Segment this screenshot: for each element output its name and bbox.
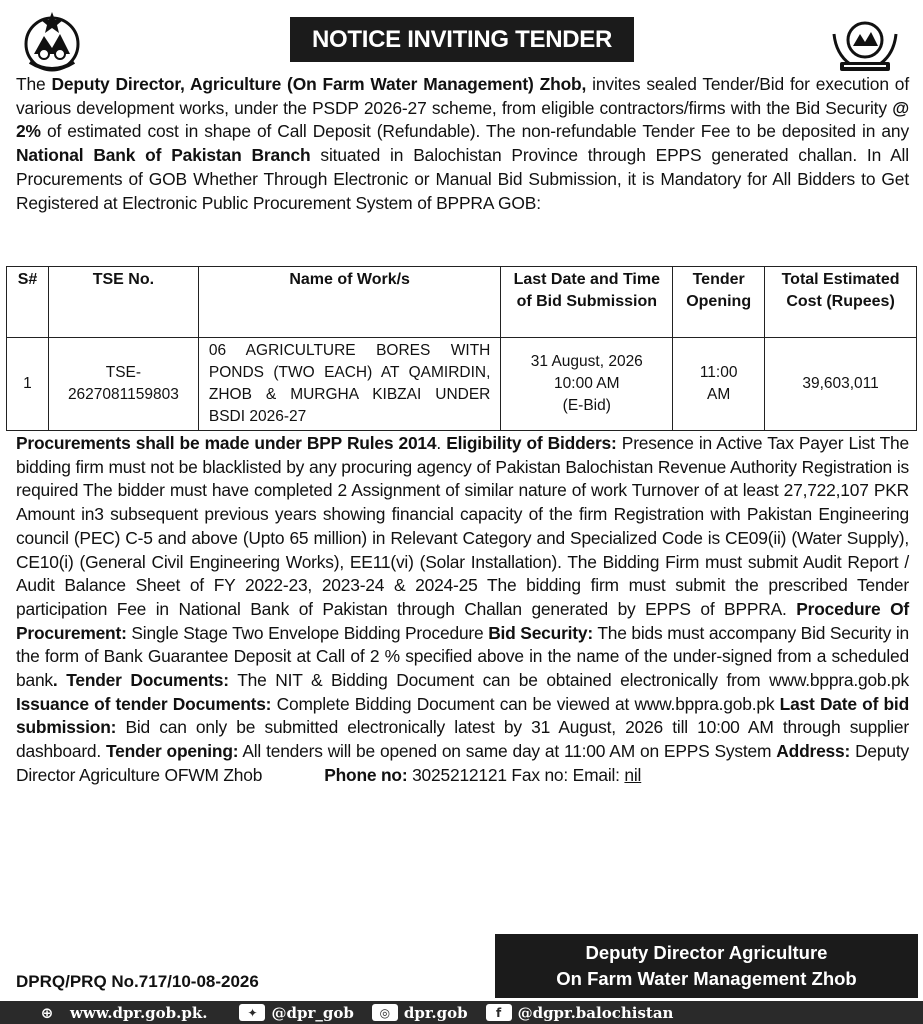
department-name: Deputy Director, Agriculture (On Farm Water Management) Zhob, [51,74,587,94]
footer-bar [0,1001,923,1024]
cell-opening: 11:00 AM [673,338,765,431]
footer-website[interactable]: ⊕ www.dpr.gob.pk. [30,1004,207,1022]
globe-icon: ⊕ [40,1003,54,1022]
cell-work: 06 AGRICULTURE BORES WITH PONDS (TWO EACH) AT QAMIRDIN, ZHOB & MURGHA KIBZAI UNDER BSDI 2026-27 [198,338,501,431]
col-header-cost: Total Estimated Cost (Rupees) [765,267,917,338]
agriculture-department-logo [826,14,904,74]
cell-cost: 39,603,011 [765,338,917,431]
col-header-work: Name of Work/s [198,267,501,338]
bank-name: National Bank of Pakistan Branch [16,145,311,166]
terms-paragraph: Procurements shall be made under BPP Rules 2014. Eligibility of Bidders: Presence in Active Tax Payer List The bidding firm must not be blacklisted by any procuring agency of Pakistan Balochistan Revenue Authority Registration is required The bidder must have completed 2 Assignment of similar nature of work Turnover of at least 27,722,107 PKR Amount in3 subsequent previous years showing financial capacity of the firm Registration with Pakistan Engineering council (PEC) C-5 and above (Upto 65 million) in Relevant Category and Specialized Code is CE09(ii) (Water Supply), CE10(i) (General Civil Engineering Works), EE11(vi) (Solar Installation). The Bidding Firm must submit Audit Report / Audit Balance Sheet of FY 2022-23, 2023-24 & 2024-25 The bidding firm must submit the prescribed Tender participation Fee in National Bank of Pakistan through Challan generated by EPPS of BPPRA. Procedure Of Procurement: Single Stage Two Envelope Bidding Procedure Bid Security: The bids must accompany Bid Security in the form of Bank Guarantee Deposit at Call of 2 % specified above in the name of the under-signed from a scheduled bank. Tender Documents: The NIT & Bidding Document can be obtained electronically from www.bppra.gob.pk Issuance of tender Documents: Complete Bidding Document can be viewed at www.bppra.gob.pk Last Date of bid submission: Bid can only be submitted electronically latest by 31 August, 2026 till 10:00 AM through supplier dashboard. Tender opening: All tenders will be opened on same day at 11:00 AM on EPPS System Address: Deputy Director Agriculture OFWM Zhob Phone no: 3025212121 Fax no: Email: nil [16,433,909,785]
notice-title: NOTICE INVITING TENDER [290,17,634,62]
col-header-tse: TSE No. [48,267,198,338]
col-header-opening: Tender Opening [673,267,765,338]
twitter-icon: ✦ [239,1004,265,1021]
bid-security-rate: @ 2% [16,97,909,142]
dprq-number: DPRQ/PRQ No.717/10-08-2026 [16,972,259,991]
signature-line-2: On Farm Water Management Zhob [556,968,857,989]
table-row [7,338,917,431]
footer-twitter[interactable]: ✦ @dpr_gob [239,1004,353,1022]
cell-sno: 1 [7,338,49,431]
footer-facebook[interactable]: f @dgpr.balochistan [486,1004,674,1022]
intro-paragraph: The Deputy Director, Agriculture (On Farm Water Management) Zhob, invites sealed Tender/Bid for execution of various development works, under the PSDP 2026-27 scheme, from eligible contractors/firms with the Bid Security @ 2% of estimated cost in shape of Call Deposit (Refundable). The non-refundable Tender Fee to be deposited in any National Bank of Pakistan Branch situated in Balochistan Province through EPPS generated challan. In All Procurements of GOB Whether Through Electronic or Manual Bid Submission, it is Mandatory for All Bidders to Get Registered at Electronic Public Procurement System of BPPRA GOB: [16,74,909,213]
signature-block [495,934,918,998]
signature-line-1: Deputy Director Agriculture [585,942,828,963]
col-header-sno: S# [7,267,49,338]
email-value: nil [624,764,642,785]
phone-label: Phone no: [324,764,408,785]
instagram-icon: ◎ [372,1004,398,1021]
balochistan-emblem-logo [20,10,84,74]
cell-tse: TSE- 2627081159803 [48,338,198,431]
facebook-icon: f [486,1004,512,1021]
col-header-last-date: Last Date and Time of Bid Submission [501,267,673,338]
footer-instagram[interactable]: ◎ dpr.gob [372,1004,468,1022]
table-header-row [7,267,917,338]
cell-last-date: 31 August, 2026 10:00 AM (E-Bid) [501,338,673,431]
tender-table [6,266,917,431]
